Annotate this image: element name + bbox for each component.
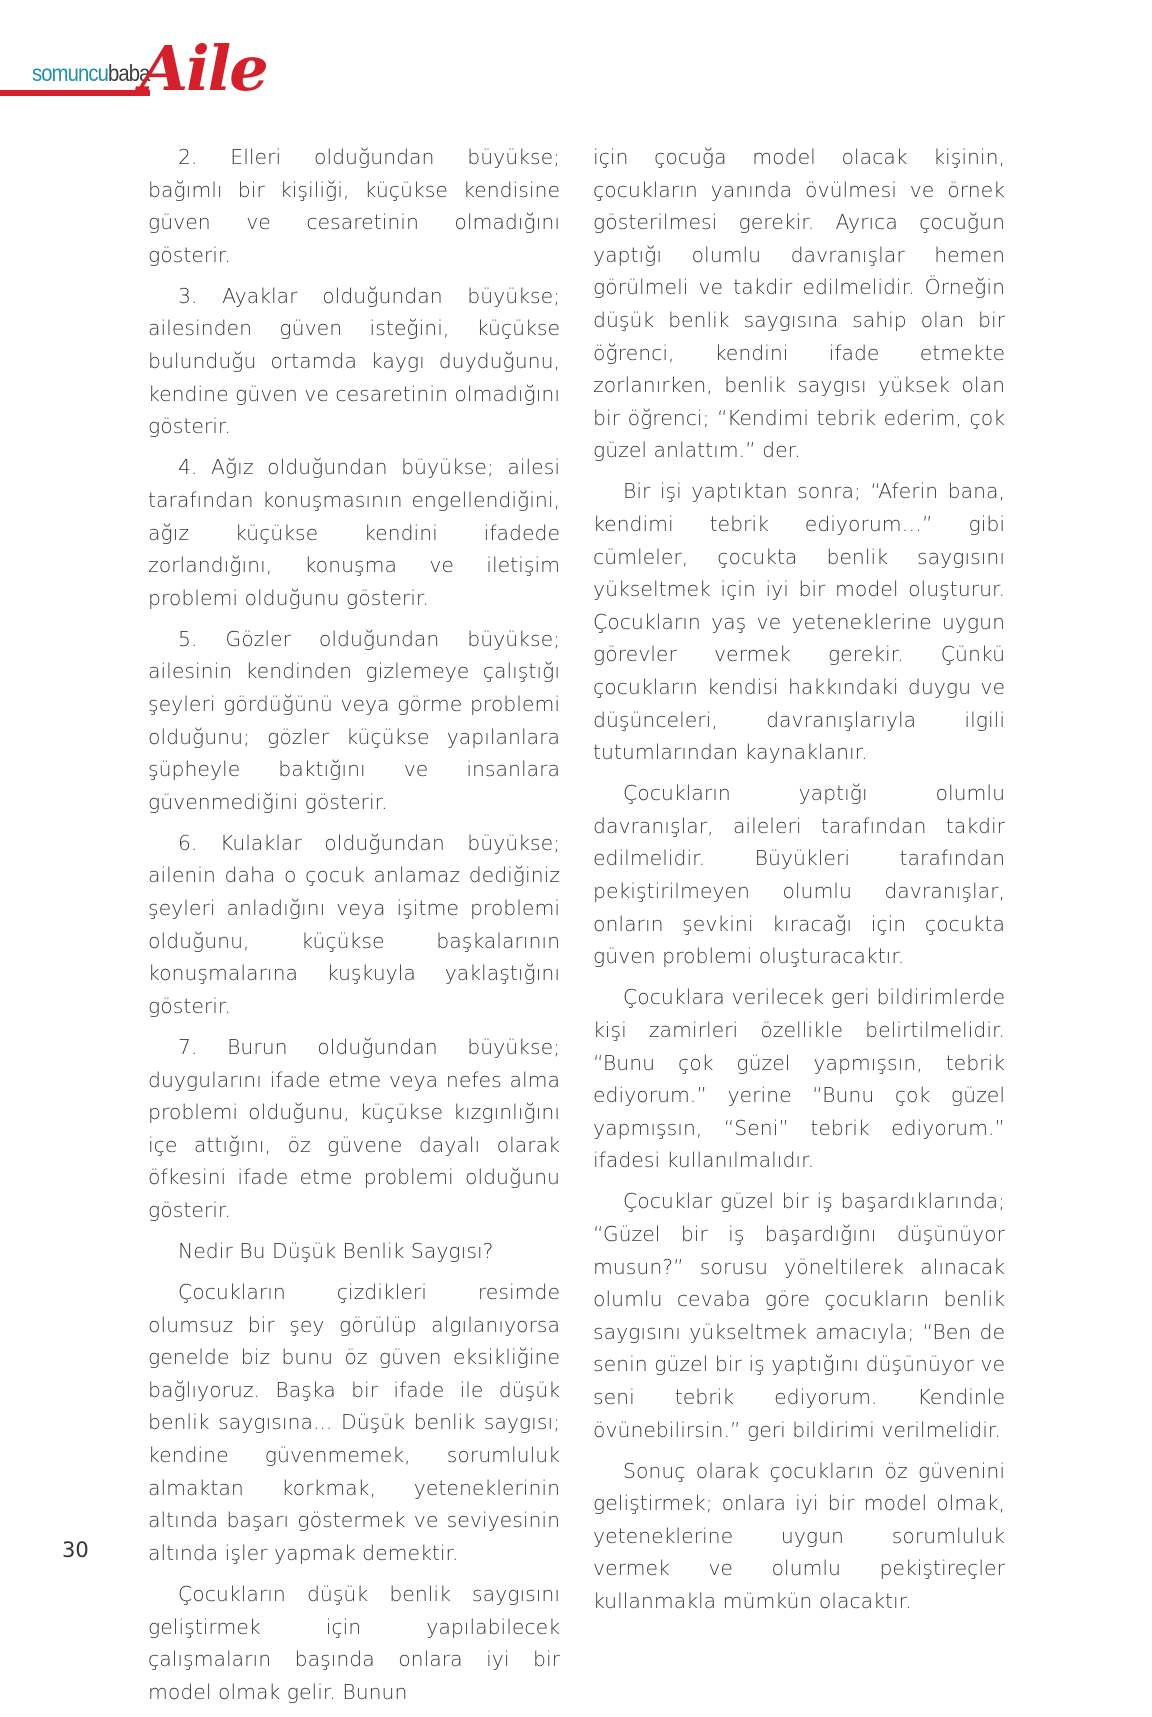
paragraph: Çocukların çizdikleri resimde olumsuz bir şey görülüp algılanıyorsa genelde biz bunu öz güven eksikliğine bağlıyoruz. Başka bir ifade ile düşük benlik saygısına... Düşük benlik saygısı; kendine güvenmemek, sorumluluk almaktan korkmak, yeteneklerinin altında başarı göstermek ve seviyesinin altında işler yapmak demektir.: [148, 1280, 560, 1565]
paragraph: Çocuklar güzel bir iş başardıklarında; “Güzel bir iş başardığını düşünüyor musun?” sorusu yöneltilerek alınacak olumlu cevaba göre çocukların benlik saygısını yükseltmek amacıyla; “Ben de senin güzel bir iş yaptığını düşünüyor ve seni tebrik ediyorum. Kendinle övünebilirsin.” geri bildirimi verilmelidir.: [593, 1189, 1005, 1442]
brand-wordmark: [32, 60, 149, 87]
paragraph: Bir işi yaptıktan sonra; “Aferin bana, kendimi tebrik ediyorum…” gibi cümleler, çocukta benlik saygısını yükseltmek için iyi bir model oluşturur. Çocukların yaş ve yeteneklerine uygun görevler vermek gerekir. Çünkü çocukların kendisi hakkındaki duygu ve düşünceleri, davranışlarıyla ilgili tutumlarından kaynaklanır.: [593, 479, 1005, 765]
paragraph: Sonuç olarak çocukların öz güvenini geliştirmek; onlara iyi bir model olmak, yeteneklerine uygun sorumluluk vermek ve olumlu pekiştireçler kullanmakla mümkün olacaktır.: [593, 1458, 1005, 1614]
paragraph: 6. Kulaklar olduğundan büyükse; ailenin daha o çocuk anlamaz dediğiniz şeyleri anladığını veya işitme problemi olduğunu, küçükse başkalarının konuşmalarına kuşkuyla yaklaştığını gösterir.: [148, 830, 560, 1018]
paragraph: Çocukların düşük benlik saygısını geliştirmek için yapılabilecek çalışmaların başında onlara iyi bir model olmak gelir. Bunun: [148, 1581, 560, 1704]
paragraph: 2. Elleri olduğundan büyükse; bağımlı bir kişiliği, küçükse kendisine güven ve cesaretinin olmadığını gösterir.: [148, 145, 560, 267]
masthead-logo: [0, 32, 267, 115]
paragraph: Çocukların yaptığı olumlu davranışlar, aileleri tarafından takdir edilmelidir. Büyükleri tarafından pekiştirilmeyen olumlu davranışlar, onların şevkini kıracağı için çocukta güven problemi oluşturacaktır.: [593, 781, 1005, 969]
brand-script-aile: Aile: [140, 32, 267, 105]
paragraph: 4. Ağız olduğundan büyükse; ailesi tarafından konuşmasının engellendiğini, ağız küçükse kendini ifadede zorlandığını, konuşma ve iletişim problemi olduğunu gösterir.: [148, 455, 560, 610]
section-heading: Nedir Bu Düşük Benlik Saygısı?: [178, 1239, 494, 1263]
brand-part-baba: baba: [107, 60, 150, 86]
paragraph: 7. Burun olduğundan büyükse; duygularını ifade etme veya nefes alma problemi olduğunu, küçükse kızgınlığını içe attığını, öz güvene dayalı olarak öfkesini ifade etme problemi olduğunu gösterir.: [148, 1034, 560, 1222]
paragraph: 3. Ayaklar olduğundan büyükse; ailesinden güven isteğini, küçükse bulunduğu ortamda kaygı duyduğunu, kendine güven ve cesaretinin olmadığını gösterir.: [148, 283, 560, 439]
brand-part-somuncu: somuncu: [32, 60, 108, 86]
paragraph: için çocuğa model olacak kişinin, çocukların yanında övülmesi ve örnek gösterilmesi gerekir. Ayrıca çocuğun yaptığı olumlu davranışlar hemen görülmeli ve takdir edilmelidir. Örneğin düşük benlik saygısına sahip olan bir öğrenci, kendini ifade etmekte zorlanırken, benlik saygısı yüksek olan bir öğrenci; “Kendimi tebrik ederim, çok güzel anlattım.” der.: [593, 145, 1005, 463]
paragraph: Çocuklara verilecek geri bildirimlerde kişi zamirleri özellikle belirtilmelidir. “Bunu çok güzel yapmışsın, tebrik ediyorum.” yerine “Bunu çok güzel yapmışsın, “Seni” tebrik ediyorum.” ifadesi kullanılmalıdır.: [593, 985, 1005, 1173]
page-number: 30: [62, 1538, 89, 1562]
right-column: [593, 141, 1005, 1626]
brand-red-bar: [0, 90, 150, 96]
paragraph: 5. Gözler olduğundan büyükse; ailesinin kendinden gizlemeye çalıştığı şeyleri gördüğünü veya görme problemi olduğunu; gözler küçükse yapılanlara şüpheyle baktığını ve insanlara güvenmediğini gösterir.: [148, 626, 560, 814]
left-column: [148, 141, 560, 1717]
